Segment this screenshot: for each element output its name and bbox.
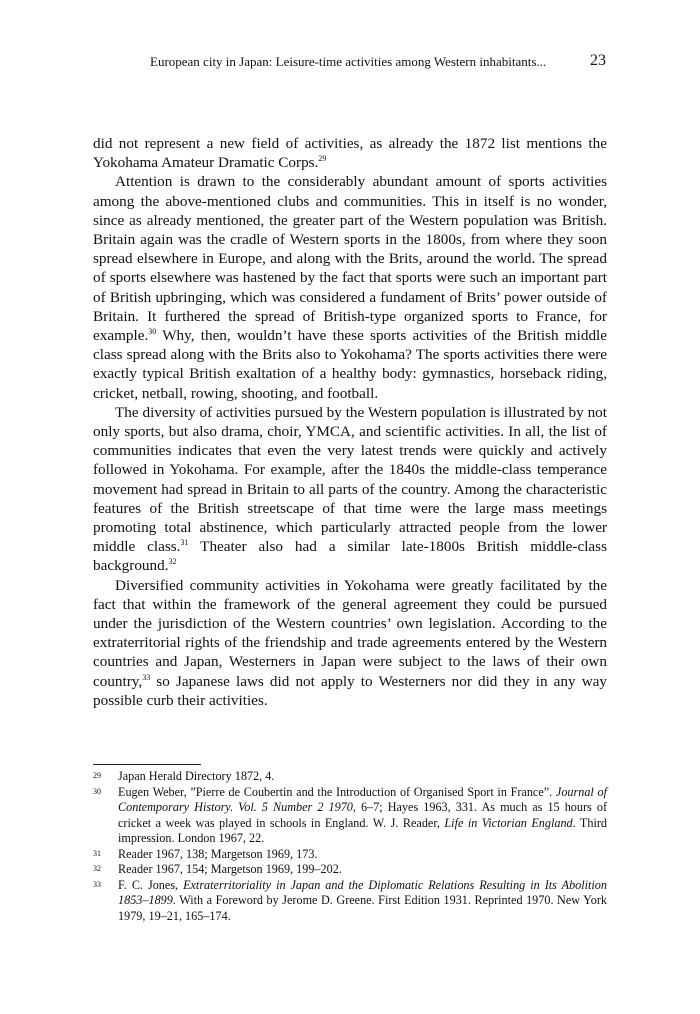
footnote-text: Reader 1967, 138; Margetson 1969, 173.	[118, 846, 318, 861]
footnote-divider	[93, 764, 201, 765]
paragraph-1	[93, 134, 607, 172]
footnote-ref-31[interactable]: 31	[180, 538, 189, 548]
footnote-text-part: . Third impression. London 1967, 22.	[118, 815, 607, 845]
running-title: European city in Japan: Leisure-time activities among Western inhabitants...	[150, 54, 547, 69]
footnote-text-part: With a Foreword by Jerome D. Greene. First Edition 1931. Reprinted 1970. New York 1979, 19–21, 165–174.	[118, 893, 607, 923]
footnote-32	[93, 862, 607, 878]
footnote-text-part: Eugen Weber, ”Pierre de Coubertin and the Introduction of Organised Sport in France”.	[118, 784, 556, 799]
footnotes	[93, 769, 607, 924]
book-title: Extraterritoriality in Japan and the Diplomatic Relations Resulting in Its Abolition 1853–1899.	[118, 877, 607, 907]
footnote-text-part: F. C. Jones,	[118, 877, 184, 892]
paragraph-text: Theater also had a similar late-1800s British middle-class background.	[93, 538, 607, 575]
paragraph-text: did not represent a new field of activities, as already the 1872 list mentions the Yokohama Amateur Dramatic Corps.	[93, 135, 607, 172]
footnote-text: Reader 1967, 154; Margetson 1969, 199–202.	[118, 862, 342, 876]
footnote-number: 29	[93, 771, 101, 780]
page-number: 23	[590, 52, 606, 69]
footnote-ref-30[interactable]: 30	[148, 327, 157, 337]
footnote-text	[118, 785, 607, 847]
paragraph-text: The diversity of activities pursued by the Western population is illustrated by not only sports, but also drama, choir, YMCA, and scientific activities. In all, the list of communities indicates that even the very latest trends were quickly and actively followed in Yokohama. For example, after the 1840s the middle-class temperance movement had spread in Britain to all parts of the country. Among the characteristic features of the British streetscape of that time were the large mass meetings promoting total abstinence, which particularly attracted people from the lower middle class.	[93, 403, 607, 556]
paragraph-text: Diversified community activities in Yokohama were greatly facilitated by the fact that within the framework of the general agreement they could be pursued under the jurisdiction of the Western countries’ own legislation. According to the extraterritorial rights of the friendship and trade agreements entered by the Western countries and Japan, Westerners in Japan were subject to the laws of their own country,	[93, 576, 607, 690]
paragraph-3	[93, 403, 607, 576]
footnote-text: Japan Herald Directory 1872, 4.	[118, 769, 275, 783]
footnote-30	[93, 785, 607, 847]
footnote-text-part: , 6–7; Hayes 1963, 331. As much as 15 hours of cricket a week was played in schools in England. W. J. Reader,	[118, 800, 607, 830]
footnote-33	[93, 878, 607, 925]
footnote-31	[93, 847, 607, 863]
footnote-ref-33[interactable]: 33	[142, 672, 151, 682]
journal-title: Journal of Contemporary History. Vol. 5 Number 2 1970	[118, 784, 607, 814]
paragraph-4	[93, 576, 607, 710]
footnote-number: 32	[93, 864, 101, 873]
footnote-text	[118, 878, 607, 925]
book-title: Life in Victorian England	[444, 815, 573, 830]
paragraph-text: Why, then, wouldn’t have these sports activities of the British middle class spread along with the Brits also to Yokohama? The sports activities there were exactly typical British exaltation of a healthy body: gymnastics, horseback riding, cricket, netball, rowing, shooting, and football.	[93, 327, 607, 402]
footnote-number: 31	[93, 848, 101, 858]
main-text	[93, 134, 607, 710]
footnote-29	[93, 769, 607, 785]
paragraph-text: so Japanese laws did not apply to Westerners nor did they in any way possible curb their activities.	[93, 672, 607, 709]
paragraph-2	[93, 172, 607, 402]
footnote-ref-32[interactable]: 32	[168, 557, 177, 567]
footnote-number: 33	[93, 879, 101, 889]
footnote-ref-29[interactable]: 29	[318, 154, 327, 164]
footnote-number: 30	[93, 786, 101, 796]
paragraph-text: Attention is drawn to the considerably abundant amount of sports activities among the above-mentioned clubs and communities. This in itself is no wonder, since as already mentioned, the greater part of the Western population was British. Britain again was the cradle of Western sports in the 1800s, from where they soon spread elsewhere in Europe, and along with the Brits, around the world. The spread of sports elsewhere was hastened by the fact that sports were such an important part of British upbringing, which was considered a fundament of Brits’ power outside of Britain. It furthered the spread of British-type organized sports to France, for example.	[93, 173, 607, 345]
